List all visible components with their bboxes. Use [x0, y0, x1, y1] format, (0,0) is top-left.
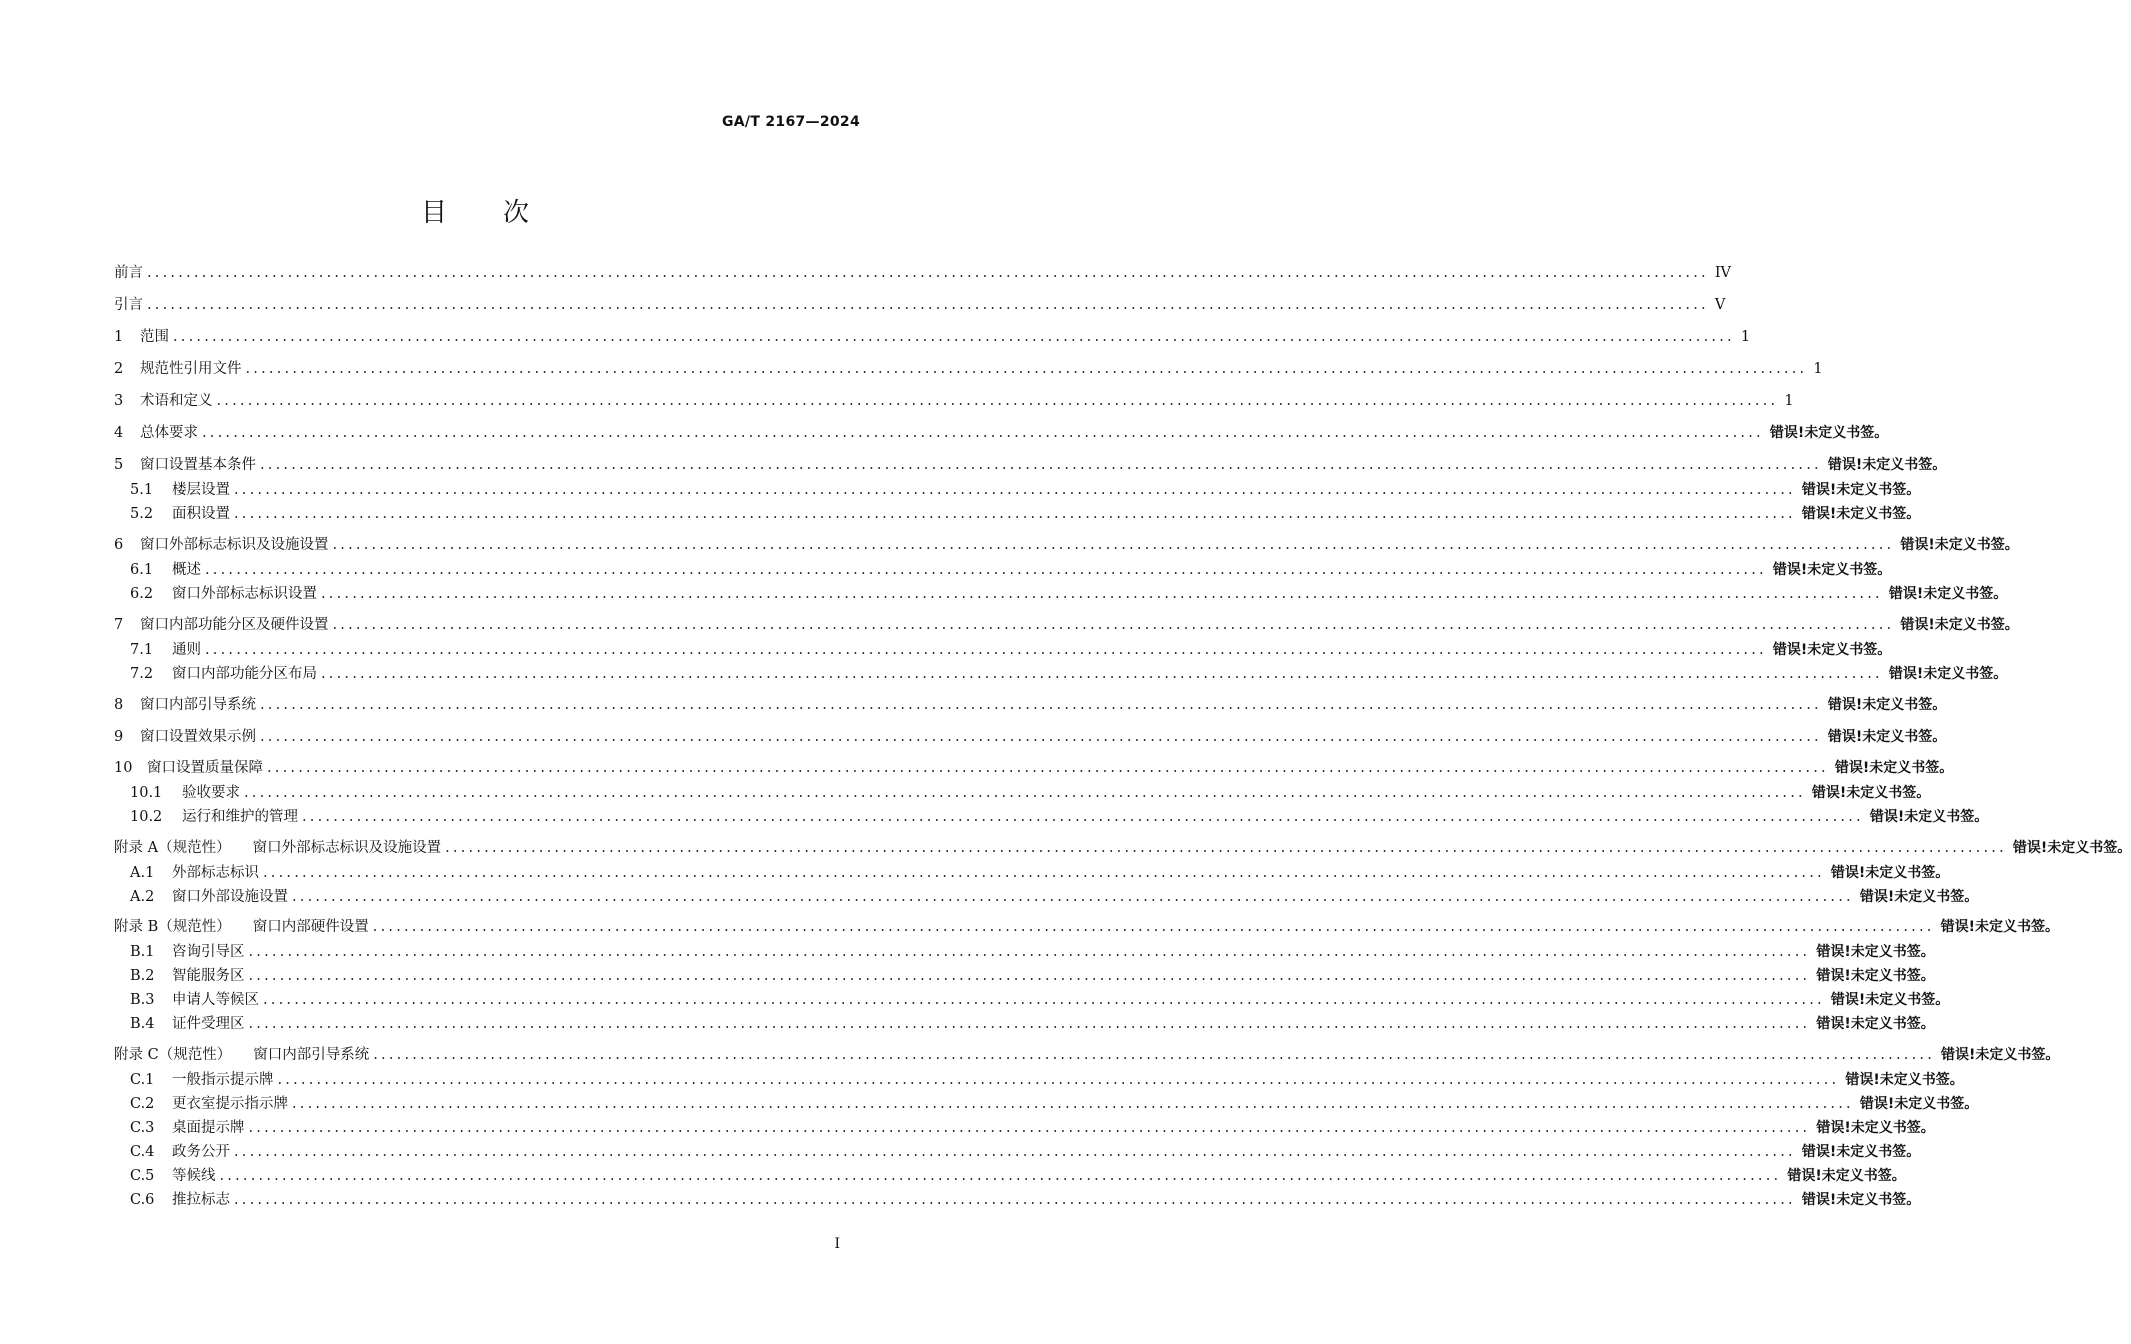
toc-dot-leader: ........................................................................................................................................................................................................ [263, 992, 1825, 1008]
toc-entry[interactable] [130, 1093, 1979, 1115]
toc-entry-title: 窗口设置基本条件 [140, 457, 256, 473]
toc-entry-page: 错误!未定义书签。 [1801, 482, 1921, 498]
toc-entry[interactable] [130, 663, 2008, 685]
toc-dot-leader: ........................................................................................................................................................................................................ [332, 537, 1895, 553]
toc-entry-title: 窗口外部标志标识设置 [172, 586, 317, 602]
title-char-1: 目 [420, 198, 447, 228]
toc-entry-page: 错误!未定义书签。 [1830, 992, 1950, 1008]
toc-entry-number: 7 [114, 617, 124, 633]
toc-entry[interactable] [114, 390, 1794, 412]
toc-dot-leader: ........................................................................................................................................................................................................ [248, 1016, 1811, 1032]
toc-entry-number: 10 [114, 760, 133, 776]
toc-entry-page: 错误!未定义书签。 [1900, 617, 2019, 633]
toc-entry[interactable] [130, 1141, 1921, 1163]
toc-entry-title: 一般指示提示牌 [172, 1072, 274, 1088]
toc-entry-page: 1 [1740, 329, 1751, 345]
toc-dot-leader: ........................................................................................................................................................................................................ [321, 586, 1883, 602]
toc-entry-number: C.3 [130, 1120, 155, 1136]
toc-entry-number: 3 [114, 393, 124, 409]
toc-entry-number: 7.1 [130, 642, 154, 658]
toc-entry-number: C.2 [130, 1096, 155, 1112]
toc-entry-title: 窗口内部引导系统 [253, 1047, 370, 1063]
toc-entry[interactable] [130, 989, 1950, 1011]
toc-entry-page: 错误!未定义书签。 [1769, 425, 1889, 441]
toc-entry[interactable] [130, 965, 1935, 987]
toc-entry-title: 概述 [172, 562, 201, 578]
toc-entry-page: 错误!未定义书签。 [1830, 865, 1950, 881]
toc-entry-number: C.5 [130, 1168, 155, 1184]
toc-entry-title: 运行和维护的管理 [182, 809, 298, 825]
toc-entry-number: A.2 [130, 889, 155, 905]
toc-entry-title: 更衣室提示指示牌 [172, 1096, 288, 1112]
toc-entry-title: 窗口外部标志标识及设施设置 [252, 840, 442, 856]
toc-dot-leader: ........................................................................................................................................................................................................ [147, 265, 1709, 281]
toc-entry[interactable] [130, 806, 1989, 828]
toc-entry-number: B.1 [130, 944, 155, 960]
toc-entry-title: 规范性引用文件 [140, 361, 242, 377]
toc-dot-leader: ........................................................................................................................................................................................................ [292, 1096, 1854, 1112]
toc-entry[interactable] [114, 757, 1954, 779]
toc-entry-page: 错误!未定义书签。 [1827, 697, 1947, 713]
toc-entry[interactable] [114, 614, 2019, 636]
toc-entry-number: 4 [114, 425, 124, 441]
toc-entry-title: 窗口内部硬件设置 [252, 919, 369, 935]
toc-entry[interactable] [130, 941, 1935, 963]
toc-entry-title: 窗口设置效果示例 [140, 729, 256, 745]
toc-entry-title: 证件受理区 [172, 1016, 245, 1032]
toc-entry[interactable] [114, 454, 1947, 476]
toc-entry-page: 错误!未定义书签。 [1940, 919, 2059, 935]
toc-dot-leader: ........................................................................................................................................................................................................ [173, 329, 1735, 345]
toc-entry-page: 错误!未定义书签。 [1801, 1144, 1921, 1160]
toc-entry[interactable] [130, 1117, 1935, 1139]
toc-dot-leader: ........................................................................................................................................................................................................ [372, 919, 1935, 935]
toc-entry-page: 错误!未定义书签。 [1801, 506, 1921, 522]
toc-entry-title: 术语和定义 [140, 393, 213, 409]
toc-entry-number: 6 [114, 537, 124, 553]
toc-dot-leader: ........................................................................................................................................................................................................ [445, 840, 2007, 856]
toc-entry-title: 窗口内部功能分区布局 [172, 666, 317, 682]
toc-entry-page: 错误!未定义书签。 [1811, 785, 1931, 801]
toc-entry[interactable] [130, 886, 1979, 908]
toc-entry-page: 错误!未定义书签。 [1772, 562, 1892, 578]
toc-entry-title: 范围 [140, 329, 169, 345]
toc-entry-number: B.2 [130, 968, 155, 984]
toc-entry-number: 9 [114, 729, 124, 745]
toc-entry-page: 错误!未定义书签。 [1827, 457, 1947, 473]
toc-entry-page: 错误!未定义书签。 [1816, 968, 1935, 984]
document-id: GA/T 2167—2024 [722, 114, 860, 130]
toc-dot-leader: ........................................................................................................................................................................................................ [277, 1072, 1840, 1088]
toc-dot-leader: ........................................................................................................................................................................................................ [248, 944, 1811, 960]
toc-dot-leader: ........................................................................................................................................................................................................ [260, 729, 1822, 745]
toc-dot-leader: ........................................................................................................................................................................................................ [267, 760, 1829, 776]
toc-entry[interactable] [130, 479, 1921, 501]
toc-entry-number: 5.2 [130, 506, 154, 522]
toc-entry-page: 错误!未定义书签。 [2012, 840, 2131, 856]
toc-entry[interactable] [130, 782, 1931, 804]
toc-entry-page: 1 [1784, 393, 1794, 409]
toc-entry-title: 窗口外部设施设置 [172, 889, 288, 905]
toc-dot-leader: ........................................................................................................................................................................................................ [248, 968, 1811, 984]
toc-entry-page: 错误!未定义书签。 [1801, 1192, 1921, 1208]
toc-entry-number: 10.1 [130, 785, 163, 801]
toc-dot-leader: ........................................................................................................................................................................................................ [373, 1047, 1936, 1063]
toc-dot-leader: ........................................................................................................................................................................................................ [205, 562, 1767, 578]
toc-entry-number: 1 [114, 329, 124, 345]
toc-dot-leader: ........................................................................................................................................................................................................ [234, 1192, 1796, 1208]
toc-entry[interactable] [130, 1189, 1921, 1211]
toc-dot-leader: ........................................................................................................................................................................................................ [234, 506, 1796, 522]
toc-entry[interactable] [130, 1069, 1964, 1091]
toc-entry-page: 错误!未定义书签。 [1834, 760, 1954, 776]
toc-entry-title: 政务公开 [172, 1144, 230, 1160]
toc-entry[interactable] [130, 583, 2008, 605]
toc-entry-title: 总体要求 [140, 425, 198, 441]
toc-entry-title: 等候线 [172, 1168, 216, 1184]
toc-entry-number: 附录 B（规范性） [114, 919, 231, 935]
toc-entry-page: 错误!未定义书签。 [1827, 729, 1947, 745]
toc-entry-page: 错误!未定义书签。 [1941, 1047, 2060, 1063]
toc-entry[interactable] [130, 559, 1892, 581]
toc-dot-leader: ........................................................................................................................................................................................................ [245, 361, 1808, 377]
toc-entry-page: 错误!未定义书签。 [1888, 666, 2008, 682]
toc-dot-leader: ........................................................................................................................................................................................................ [332, 617, 1895, 633]
toc-entry-page: 错误!未定义书签。 [1845, 1072, 1964, 1088]
toc-entry-number: 5.1 [130, 482, 154, 498]
toc-entry-title: 咨询引导区 [172, 944, 245, 960]
toc-entry[interactable] [114, 358, 1823, 380]
toc-entry-title: 智能服务区 [172, 968, 245, 984]
toc-dot-leader: ........................................................................................................................................................................................................ [260, 457, 1822, 473]
toc-entry-title: 引言 [114, 297, 143, 313]
toc-entry-number: 10.2 [130, 809, 163, 825]
toc-entry-title: 外部标志标识 [172, 865, 259, 881]
toc-entry[interactable] [130, 1013, 1935, 1035]
toc-entry[interactable] [114, 294, 1726, 316]
toc-entry-number: 2 [114, 361, 124, 377]
toc-entry-title: 楼层设置 [172, 482, 230, 498]
toc-entry-title: 窗口外部标志标识及设施设置 [140, 537, 329, 553]
toc-dot-leader: ........................................................................................................................................................................................................ [248, 1120, 1811, 1136]
toc-entry-title: 申请人等候区 [172, 992, 259, 1008]
toc-entry[interactable] [114, 326, 1751, 348]
toc-entry[interactable] [130, 862, 1950, 884]
toc-dot-leader: ........................................................................................................................................................................................................ [147, 297, 1709, 313]
toc-entry-page: 错误!未定义书签。 [1869, 809, 1989, 825]
toc-entry-number: C.1 [130, 1072, 155, 1088]
toc-entry[interactable] [114, 916, 2059, 938]
toc-entry-page: 错误!未定义书签。 [1859, 1096, 1979, 1112]
toc-entry[interactable] [114, 262, 1732, 284]
toc-entry-title: 推拉标志 [172, 1192, 230, 1208]
toc-entry-number: 附录 C（规范性） [114, 1047, 232, 1063]
toc-entry-page: 1 [1813, 361, 1823, 377]
toc-entry-number: 5 [114, 457, 124, 473]
toc-entry[interactable] [130, 639, 1892, 661]
toc-dot-leader: ........................................................................................................................................................................................................ [321, 666, 1883, 682]
title-char-2: 次 [503, 198, 530, 228]
toc-entry-title: 面积设置 [172, 506, 230, 522]
toc-entry-title: 验收要求 [182, 785, 240, 801]
toc-entry-number: C.6 [130, 1192, 155, 1208]
toc-dot-leader: ........................................................................................................................................................................................................ [216, 393, 1779, 409]
toc-dot-leader: ........................................................................................................................................................................................................ [234, 482, 1796, 498]
toc-entry-page: 错误!未定义书签。 [1816, 1120, 1935, 1136]
toc-entry[interactable] [114, 726, 1947, 748]
toc-entry[interactable] [130, 1165, 1906, 1187]
toc-entry-title: 窗口设置质量保障 [147, 760, 263, 776]
toc-dot-leader: ........................................................................................................................................................................................................ [202, 425, 1764, 441]
toc-entry-title: 窗口内部引导系统 [140, 697, 256, 713]
toc-entry-page: 错误!未定义书签。 [1900, 537, 2019, 553]
toc-entry[interactable] [130, 503, 1921, 525]
toc-entry-number: A.1 [130, 865, 155, 881]
toc-entry-title: 窗口内部功能分区及硬件设置 [140, 617, 329, 633]
toc-dot-leader: ........................................................................................................................................................................................................ [234, 1144, 1796, 1160]
toc-dot-leader: ........................................................................................................................................................................................................ [263, 865, 1825, 881]
toc-entry[interactable] [114, 1044, 2060, 1066]
toc-entry-page: 错误!未定义书签。 [1772, 642, 1892, 658]
toc-entry-title: 通则 [172, 642, 201, 658]
toc-entry[interactable] [114, 837, 2131, 859]
page-number: I [834, 1236, 840, 1252]
toc-entry-number: 6.1 [130, 562, 154, 578]
toc-dot-leader: ........................................................................................................................................................................................................ [244, 785, 1806, 801]
toc-entry-page: 错误!未定义书签。 [1816, 944, 1935, 960]
toc-dot-leader: ........................................................................................................................................................................................................ [205, 642, 1767, 658]
toc-entry-number: 附录 A（规范性） [114, 840, 231, 856]
toc-entry-page: 错误!未定义书签。 [1816, 1016, 1935, 1032]
toc-dot-leader: ........................................................................................................................................................................................................ [302, 809, 1864, 825]
toc-entry-page: 错误!未定义书签。 [1888, 586, 2008, 602]
toc-entry-page: 错误!未定义书签。 [1859, 889, 1979, 905]
toc-entry-number: 6.2 [130, 586, 154, 602]
toc-dot-leader: ........................................................................................................................................................................................................ [260, 697, 1822, 713]
toc-entry-title: 前言 [114, 265, 143, 281]
toc-entry-page: IV [1714, 265, 1732, 281]
toc-dot-leader: ........................................................................................................................................................................................................ [292, 889, 1854, 905]
toc-entry-number: 7.2 [130, 666, 154, 682]
toc-entry-number: B.3 [130, 992, 155, 1008]
toc-dot-leader: ........................................................................................................................................................................................................ [219, 1168, 1782, 1184]
toc-entry-number: C.4 [130, 1144, 155, 1160]
toc-entry[interactable] [114, 694, 1947, 716]
toc-entry[interactable] [114, 534, 2019, 556]
toc-entry-page: V [1714, 297, 1726, 313]
toc-entry-number: B.4 [130, 1016, 155, 1032]
toc-entry-title: 桌面提示牌 [172, 1120, 245, 1136]
toc-entry-page: 错误!未定义书签。 [1787, 1168, 1906, 1184]
toc-entry[interactable] [114, 422, 1889, 444]
toc-entry-number: 8 [114, 697, 124, 713]
